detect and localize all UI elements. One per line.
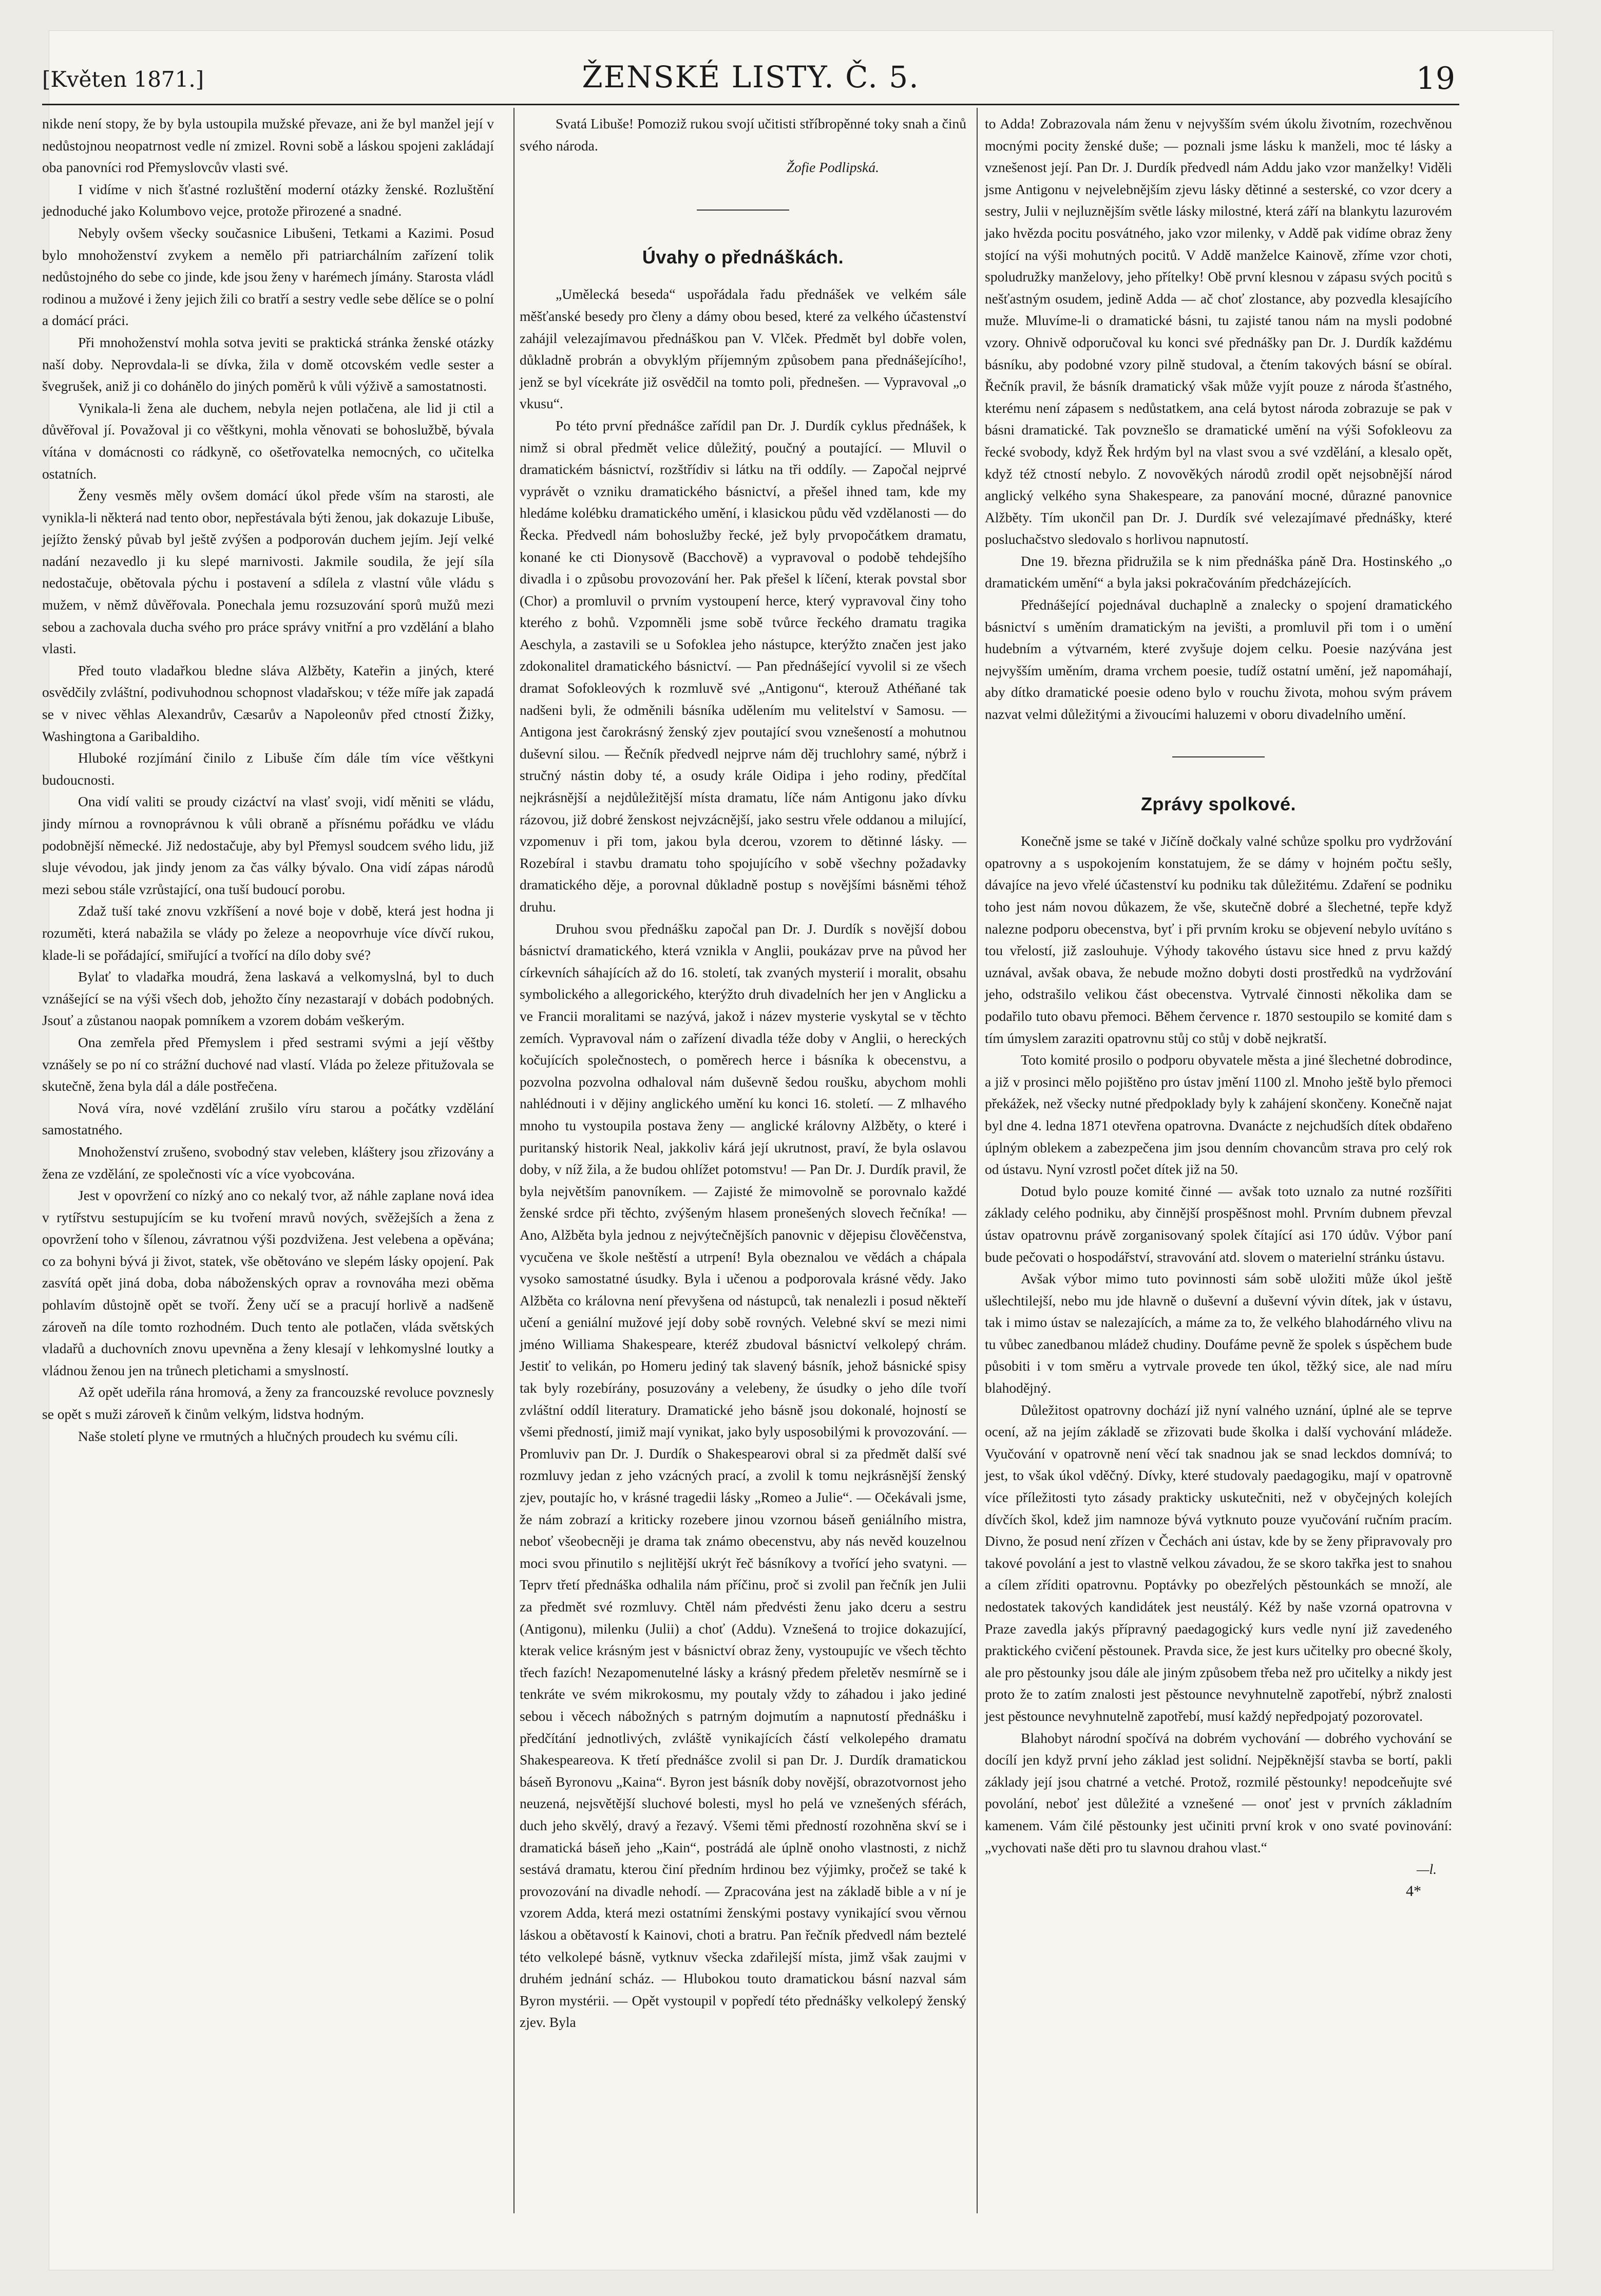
author-signature: Žofie Podlipská. — [786, 159, 879, 176]
paragraph: Hluboké rozjímání činilo z Libuše čím dále tím více věštkyni budoucnosti. — [42, 750, 494, 788]
paragraph: to Adda! Zobrazovala nám ženu v nejvyšším svém úkolu životním, rozechvěnou mocnými pocity ženské duše; — poznali jsme lásku k manželi, moc té lásky a vznešenost její. Pan Dr. J. Durdík předvedl nám Addu jako vzor manželky! Viděli jsme Antigonu v nejvelebnějším zjevu lásky dětinné a sesterské, co vzor dcery a sestry, Julii v nejluznějším světle lásky milostné, která září na blankytu lazurovém jako hvězda pocitu posvátného, jako vzor milenky, v Addě pak vidíme obraz ženy stojící na výši mohutných pocitů. V Addě manželce Kainově, zříme vzor choti, spoludružky manželovy, jeho přítelky! Obě první klesnou v zápasu svých pocitů s nešťastným osudem, jedině Adda — ač choť zlostance, aby pozvedla klesajícího muže. Mluvíme-li o dramatické básni, tu zajisté tanou nám na mysli podobné vzory. Ohnivě odporučoval ku konci své přednášky pan Dr. J. Durdík každému básníku, aby podobné vzory pilně studoval, a čtením takových básní se obíral. Řečník pravil, že básník dramatický však může vyjít pouze z národa šťastného, kterému není zápasem s nedůstatkem, ana celá bytost národa zobrazuje se pak v básni dramatické. Tak povznešlo se dramatické umění na výši Sofokleovu za řecké svobody, když Řek hrdým byl na vlast svou a své vzdělání, a klesalo opět, když též ctností nebylo. Z novověkých národů zrodil opět nejsobnější národ anglický velkého syna Shakespeare, za panování mocné, důrazné panovnice Alžběty. Tím ukončil pan Dr. J. Durdík své velezajímavé přednášky, které posluchačstvo sledovalo s horlivou napnutostí. — [985, 116, 1452, 547]
publication-title: ŽENSKÉ LISTY. Č. 5. — [582, 60, 920, 94]
paragraph: Dne 19. března přidružila se k nim přednáška páně Dra. Hostinského „o dramatickém umění“ a byla jaksi pokračováním předcházejících. — [985, 553, 1452, 591]
paragraph: Až opět udeřila rána hromová, a ženy za francouzské revoluce povznesly se opět s muži zároveň k činům velkým, lidstva hodným. — [42, 1384, 494, 1422]
paragraph: Avšak výbor mimo tuto povinnosti sám sobě uložiti může úkol ještě ušlechtilejší, nebo mu jde hlavně o duševní a duševní vývin dítek, jak v ústavu, tak i mimo ústav se nalezajících, a máme za to, že velkého blahodárného vlivu na tu vůbec zanedbanou mládež chudiny. Doufáme pevně že spolek s úspěchem bude působiti i v tom směru a vytrvale provede ten úkol, těžký sice, ale nad míru blahodějný. — [985, 1270, 1452, 1396]
paragraph: Toto komité prosilo o podporu obyvatele města a jiné šlechetné dobrodince, a již v prosinci mělo pojištěno pro ústav jmění 1100 zl. Mnoho ještě bylo přemoci překážek, než všecky nutné předpoklady byly k zahájení skončeny. Konečně najat byl dne 4. ledna 1871 otevřena opatrovna. Dvanácte z nejchudších dítek obdařeno úplným oblekem a zabezpečena jim jsou denním chovancům strava pro celý rok od ústavu. Nyní vzrostl počet dítek již na 50. — [985, 1052, 1452, 1178]
paragraph: Bylať to vladařka moudrá, žena laskavá a velkomyslná, byl to duch vznášející se na výši všech dob, jehožto číny nezastarají v dobách podobných. Jsouť a zůstanou naopak pomníkem a vzorem dobám veškerým. — [42, 969, 494, 1029]
section-heading: Zprávy spolkové. — [1140, 793, 1297, 814]
paragraph: Zdaž tuší také znovu vzkříšení a nové boje v době, která jest hodna ji rozuměti, která nabažila se vlády po železe a neopovrhuje více dívčí rukou, klade-li se pořádající, smiřující a tvořící na dílo doby své? — [42, 903, 494, 963]
paragraph: Ženy vesměs měly ovšem domácí úkol přede vším na starosti, ale vynikla-li některá nad tento obor, nepřestávala býti ženou, jak dokazuje Libuše, jejížto ženský půvab byl ještě zvýšen a podporován duchem jejím. Její velké nadání nezavedlo ji ku slepé marnivosti. Jakmile soudila, že její síla nedostačuje, obětovala pýchu i postavení a sdílela z vlastní vůle vládu s mužem, v němž důvěřovala. Ponechala jemu rozsuzování sporů mužů mezi sebou a zachovala ducha svého pro práce správy vnitřní a pro vzdělání a blaho vlasti. — [42, 487, 494, 657]
paragraph: Ona vidí valiti se proudy cizáctví na vlasť svoji, vidí měniti se vládu, jindy mírnou a rovnoprávnou k vůli obraně a přísnému pořádku ve vládu podobnější německé. Již nedostačuje, aby byl Přemysl soudcem svého lidu, již sluje vévodou, jak jindy jenom za čas války bývalo. Ona vidí zápas národů mezi sebou stále vzrůstající, ona tuší budoucí porobu. — [42, 793, 494, 897]
column-3 — [985, 113, 1452, 1902]
paragraph: Dotud bylo pouze komité činné — avšak toto uznalo za nutné rozšířiti základy celého podniku, aby činnější prospěšnost mohl. Prvním dubnem převzal ústav opatrovnu právě zorganisovaný spolek čítající asi 170 údův. Výbor paní bude pečovati o hospodářství, stravování atd. slovem o materielní stránku ústavu. — [985, 1183, 1452, 1265]
paragraph: Blahobyt národní spočívá na dobrém vychování — dobrého vychování se docílí jen když první jeho základ jest solidní. Nejpěknější stavba se bortí, pakli základy její jsou chatrné a vetché. Protož, rozmilé pěstounky! nepodceňujte své povolání, neboť jest důležité a vznešené — onoť jest v prvních základním kamenem. Vám čilé pěstounky jest učiniti první krok v ono svaté povinování: „vychovati naše děti pro tu slavnou drahou vlast.“ — [985, 1730, 1452, 1855]
paragraph: Mnohoženství zrušeno, svobodný stav veleben, kláštery jsou zřizovány a žena ze vzdělání, ze společnosti víc a více vyobcována. — [42, 1143, 494, 1182]
column-divider-1 — [513, 108, 514, 2213]
paragraph: Jest v opovržení co nízký ano co nekalý tvor, až náhle zaplane nová idea v rytířstvu sestupujícím se ku tvoření mravů nových, svěžejších a žena z opovržení toho v šílenou, závratnou výši pozdvižena. Jest velebena a opěvána; co za bohyni bývá ji život, statek, vše obětováno ve slepém lásky opojení. Pak zasvítá opět jiná doba, doba náboženských oprav a rovnováha mezi oběma pohlavím důstojně opět se tvoří. Ženy učí se a pracují horlivě a nadšeně zároveň na díle tomto rozhodném. Duch tento ale potlačen, vláda světských vladařů a duchovních znovu upevněna a ženy klesají v lehkomyslné loutky a vládnou ženou jen na trůnech pletichami a smyslností. — [42, 1187, 494, 1378]
paragraph: Druhou svou přednášku započal pan Dr. J. Durdík s novější dobou básnictví dramatického, která vznikla v Anglii, poukázav prve na původ her církevních sáhajících až do 16. století, tak zvaných mysterií i moralit, obsahu symbolického a allegorického, kterýžto druh divadelních her jen v Anglicku a ve Francii moralitami se nazývá, jakož i název mysterie vyskytal se v těchto zemích. Vypravoval nám o zařízení divadla téže doby v Anglii, o hereckých kočujících společnostech, o poměrech herce i básníka k obecenstvu, a pozvolna pozvolna odhaloval nám duševně šedou roušku, abychom mohli nahlédnouti i v dějiny anglického umění ku konci 16. století. — Z mlhavého mnoho tu vystoupila postava ženy — anglické královny Alžběty, o které i puritanský historik Neal, jakkoliv kárá její ukrutnost, praví, že byla oslavou doby, v níž žila, a že budou ohlížet potomstvu! — Pan Dr. J. Durdík pravil, že byla největším panovníkem. — Zajisté že mimovolně se porovnalo každé ženské srdce při těchto, zvýšeným hlasem pronešených slovech řečníka! — Ano, Alžběta byla jednou z nejvýtečnějších panovnic v dějepisu člověčenstva, vycučena ve škole neštěstí a utrpení! Byla obeznalou ve vědách a chápala vysoko samostatné úsudky. Byla i učenou a podporovala krásné vědy. Jako Alžběta co královna není převyšena od nástupců, tak nenalezli i posud někteří učení a geniální mužové její doby sobě rovných. Velebné skví se mezi nimi jméno Williama Shakespeare, kteréž zbudoval básnictví velkolepý chrám. Jestiť to velikán, po Homeru jediný tak slavený básník, jehož básnické spisy tak byly rozebírány, posuzovány a velebeny, že úsudky o jeho díle tvoří zvláštní oddíl literatury. Dramatické jeho básně jsou dokonalé, hojností se všemi předností, jimiž mají vynikat, jako byly usposobilými k provozování. — Promluviv pan Dr. J. Durdík o Shakespearovi obral si za předmět další své rozmluvy jedan z jeho vzácných prací, a zvolil k tomu nejkrásnější ženský zjev, poutajíc ho, v krásné tragedii lásky „Romeo a Julie“. — Očekávali jsme, že nám zobrazí a kriticky rozebere jinou vzornou báseň geniálního mistra, neboť všeobecněji je drama tak známo obecenstvu, aby nás nevěd kouzelnou moci svou přinutilo s nejlitější ukrýt řeč básníkovy a tvořící jeho svatyni. — Teprv třetí přednáška odhalila nám příčinu, proč si zvolil pan řečník jen Julii za předmět své rozmluvy. Chtěl nám předvésti ženu jako dceru a sestru (Antigonu), milenku (Julii) a choť (Addu). Vznešená to trojice dokazující, kterak velice krásným jest v básnictví obraz ženy, vystoupujíc ve všech těchto třech fazích! Nezapomenutelné lásky a krásný předem přeletěv nesmírně se i tenkráte ve svém mikrokosmu, my poutaly vždy to záhadou i jako jediné sebou i věcech nábožných s patrným dojmutím a napnutostí přednášku i předčítání jednotlivých, zvláště vynikajících částí velkolepého dramatu Shakespeareova. K třetí přednášce zvolil si pan Dr. J. Durdík dramatickou báseň Byronovu „Kaina“. Byron jest básník doby novější, obrazotvornost jeho neuzená, nejsvětější sluchové bolesti, mysl ho pelá ve vznešených sférách, duch jeho skvělý, dravý a řezavý. Všemi těmi předností rozohněna skví se i dramatická báseň jeho „Kain“, postrádá ale úplně onoho vlastnosti, z nichž sestává dramatu, kterou činí předním hrdinou bez výjimky, pročež se také k provozování na divadle nehodí. — Zpracována jest na základě bible a v ní je vzorem Adda, která mezi ostatními ženskými postavy vynikající svou věrnou láskou a obětavostí k Kainovi, choti a bratru. Pan řečník předvedl nám beztelé této velkolepé básně, vytknuv všecka zdařilejší místa, jimž však zaujmi v druhém jednání scház. — Hlubokou touto dramatickou básní nazval sám Byron mystérii. — Opět vystoupil v popředí této přednášky velkolepý ženský zjev. Byla — [520, 920, 966, 2031]
paragraph: „Umělecká beseda“ uspořádala řadu přednášek ve velkém sále měšťanské besedy pro členy a dámy obou besed, které za velkého účastenství zahájil velezajímavou přednáškou pan V. Vlček. Předmět byl dobře volen, důkladně probrán a obvyklým příjemným způsobem pana přednášejícího!, jenž se byl vícekráte již osvědčil na tomto poli, přednešen. — Vypravoval „o vkusu“. — [520, 286, 966, 412]
paragraph: Ona zemřela před Přemyslem i před sestrami svými a její věštby vznášely se po ní co strážní duchové nad vlastí. Vláda po železe přitužovala se skutečně, žena byla dál a dále postřečena. — [42, 1034, 494, 1094]
section-heading: Úvahy o přednáškách. — [642, 246, 844, 268]
paragraph: Před touto vladařkou bledne sláva Alžběty, Kateřin a jiných, které osvědčily zvláštní, podivuhodnou schopnost vladařskou; v téže míře jak zapadá se v nivec věhlas Alexandrův, Cæsarův a Napoleonův před ctností Žižky, Washingtona a Garibaldiho. — [42, 662, 494, 744]
paragraph: Nebyly ovšem všecky současnice Libušeni, Tetkami a Kazimi. Posud bylo mnohoženství zvykem a nemělo při patriarchálním zařízení tolik nedůstojného do sebe co jinde, kde jsou ženy v harémech jímány. Starosta vládl rodinou a mužové i ženy jejich žili co bratří a sestry vedle sebe dělíce se o polní a domácí práci. — [42, 224, 494, 329]
paragraph: Konečně jsme se také v Jičíně dočkaly valné schůze spolku pro vydržování opatrovny a s uspokojením konstatujem, že se dámy v hojném počtu sešly, dávajíce na jevo vřelé účastenství ku podniku tak důležitému. Zdaření se podniku toho jest nám novou důkazem, že vše, skutečně dobré a šlechetné, tepře když nalezne podporu obecenstva, byť i při prvním kroku se objevení nebylo uvítáno s tou vřelostí, již zaslouhuje. Výhody takového ústavu sice hned z prvu každý uznával, avšak obava, že nebude možno dobyti dosti prostředků na vydržování jeho, odstrašilo velikou část obecenstva. Vytrvalé činnosti několika dam se podařilo tuto obavu přemoci. Během července r. 1870 sestoupilo se komité dam s tím úmyslem zaraziti opatrovnu stůj co stůj v době nejkratší. — [985, 833, 1452, 1046]
section-divider — [697, 210, 789, 211]
paragraph: nikde není stopy, že by byla ustoupila mužské převaze, ani že byl manžel její v nedůstojnou neopatrnost vedle ní zmizel. Rovni sobě a láskou spojeni zakládají oba panovníci rod Přemyslovcův vlasti své. — [42, 116, 494, 176]
paragraph: I vidíme v nich šťastné rozluštění moderní otázky ženské. Rozluštění jednoduché jako Kolumbovo vejce, protože přirozené a snadné. — [42, 181, 494, 219]
column-divider-2 — [977, 108, 978, 2213]
paragraph: Naše století plyne ve rmutných a hlučných proudech ku svému cíli. — [78, 1428, 459, 1444]
author-signature: —l. — [1417, 1861, 1437, 1877]
column-2 — [520, 113, 966, 2034]
issue-date: [Květen 1871.] — [42, 67, 204, 92]
signature-mark: 4* — [1406, 1882, 1421, 1900]
section-divider — [1172, 756, 1265, 757]
header-rule — [42, 104, 1459, 105]
page-header — [42, 56, 1459, 103]
paragraph: Přednášející pojednával duchaplně a znalecky o spojení dramatického básnictví s uměním dramatickým na jevišti, a promluvil při tom i o umění hudebním a výtvarném, které zvyšuje dojem celku. Poesie nazývána jest nejvyšším uměním, drama vrchem poesie, tudíž ostatní umění, jež napomáhají, aby dítko dramatické poesie odeno bylo v rouchu života, mohou svým právem nazvat velmi důležitými a živoucími haluzemi v oboru divadelního umění. — [985, 597, 1452, 723]
paragraph: Při mnohoženství mohla sotva jeviti se praktická stránka ženské otázky naší doby. Neprovdala-li se dívka, žila v domě otcovském vedle sester a švegrušek, aniž ji co dohánělo do jiných poměrů k vůli výživě a samostatnosti. — [42, 334, 494, 394]
paragraph: Svatá Libuše! Pomoziž rukou svojí učitisti stříbropěnné toky snah a činů svého národa. — [520, 116, 966, 154]
paragraph: Nová víra, nové vzdělání zrušilo víru starou a počátky vzdělání samostatného. — [42, 1099, 494, 1138]
paragraph: Vynikala-li žena ale duchem, nebyla nejen potlačena, ale lid ji ctil a důvěřoval jí. Považoval ji co věštkyni, mohla věnovati se bohoslužbě, bývala vítána v domácnosti co rádkyně, co ošetřovatelka nemocných, co učitelka ostatních. — [42, 400, 494, 482]
paragraph: Po této první přednášce zařídil pan Dr. J. Durdík cyklus přednášek, k nimž si obral předmět velice důležitý, poučný a poutající. — Mluvil o dramatickém básnictví, rozštřídiv si látku na tři oddíly. — Započal nejprvé vyprávět o vzniku dramatického básnictví, a přešel ihned tam, kde my hledáme kolébku dramatického umění, i klasickou půdu věd vzdělanosti — do Řecka. Předvedl nám bohoslužby řecké, jež byly prvopočátkem dramatu, konané ke cti Dionysově (Bacchově) a vypravoval o podobě tehdejšího divadla i o způsobu provozování her. Pak přešel k líčení, kterak povstal sbor (Chor) a promluvil o prvním vystoupení herce, který vypravoval činy toho kterého z bohů. Vzpomněli jsme sobě tvůrce řeckého dramatu tragika Aeschyla, a zastavili se u Sofoklea jeho nástupce, kterýžto značen jest jako zdokonalitel dramatického básnictví. — Pan přednášející vyvolil si ze všech dramat Sofokleových k rozmluvě své „Antigonu“, kterouž Athéňané tak nadšeni byli, že odměnili básníka udělením mu velitelství v Samosu. — Antigona jest čarokrásný ženský zjev poutající svou vznešeností a mohutnou duševní silou. — Řečník předvedl nejprve nám děj truchlohry samé, nýbrž i stručný nástin doby té, a osudy krále Oidipa i jeho rodiny, předčítal nejkrásnější a nejdůležitější místa dramatu, líče nám Antigonu jako dívku rázovou, již dobré ženskost nejvzácnější, jako sestru vřele oddanou a milující, vzpomenuv i při tom, jakou byla dcerou, vzorem to dětinné lásky. — Rozebíral i stavbu dramatu toho spojujícího v sobě všechny požadavky dramatického děje, a porovnal důkladně postup s novějšími básněmi téhož druhu. — [520, 417, 966, 915]
column-1 — [42, 113, 494, 1447]
page-number: 19 — [1416, 61, 1455, 97]
paragraph: Důležitost opatrovny dochází již nyní valného uznání, úplné ale se teprve ocení, až na jejím základě se zřizovati bude školka i další vychování mládeže. Vyučování v opatrovně není věcí tak snadnou jak se snad leckdos domnívá; to jest, to však úkol vděčný. Dívky, které studovaly paedagogiku, mají v opatrovně více příležitosti tyto zásady prakticky uskutečniti, než v obyčejných kolejích dívčích škol, kdež jim namnoze bývá vytknuto pouze vyučování ručním pracím. Divno, že posud není zřízen v Čechách ani ústav, kde by se ženy připravovaly pro takové povolání a jest to vlastně velkou závadou, že se skoro takřka jest to snahou a cílem zříditi opatrovnu. Poptávky po obezřelých pěstounkách se množí, ale nedostatek takových kandidátek jest neustálý. Kéž by naše vzorná opatrovna v Praze zavedla jakýs přípravný paedagogický kurs vedle nyní již zavedeného praktického cvičení pěstounek. Pravda sice, že jest kurs učitelky pro obecné školy, ale pro pěstounky jsou dále ale jiným způsobem třeba než pro učitelky a nikdy jest proto že to zatím znalosti jest pěstounce nevyhnutelně zapotřebí, nýbrž znalosti jest pěstounce nevyhnutelně zapotřebí, musí každý nepředpojatý pozorovatel. — [985, 1401, 1452, 1724]
